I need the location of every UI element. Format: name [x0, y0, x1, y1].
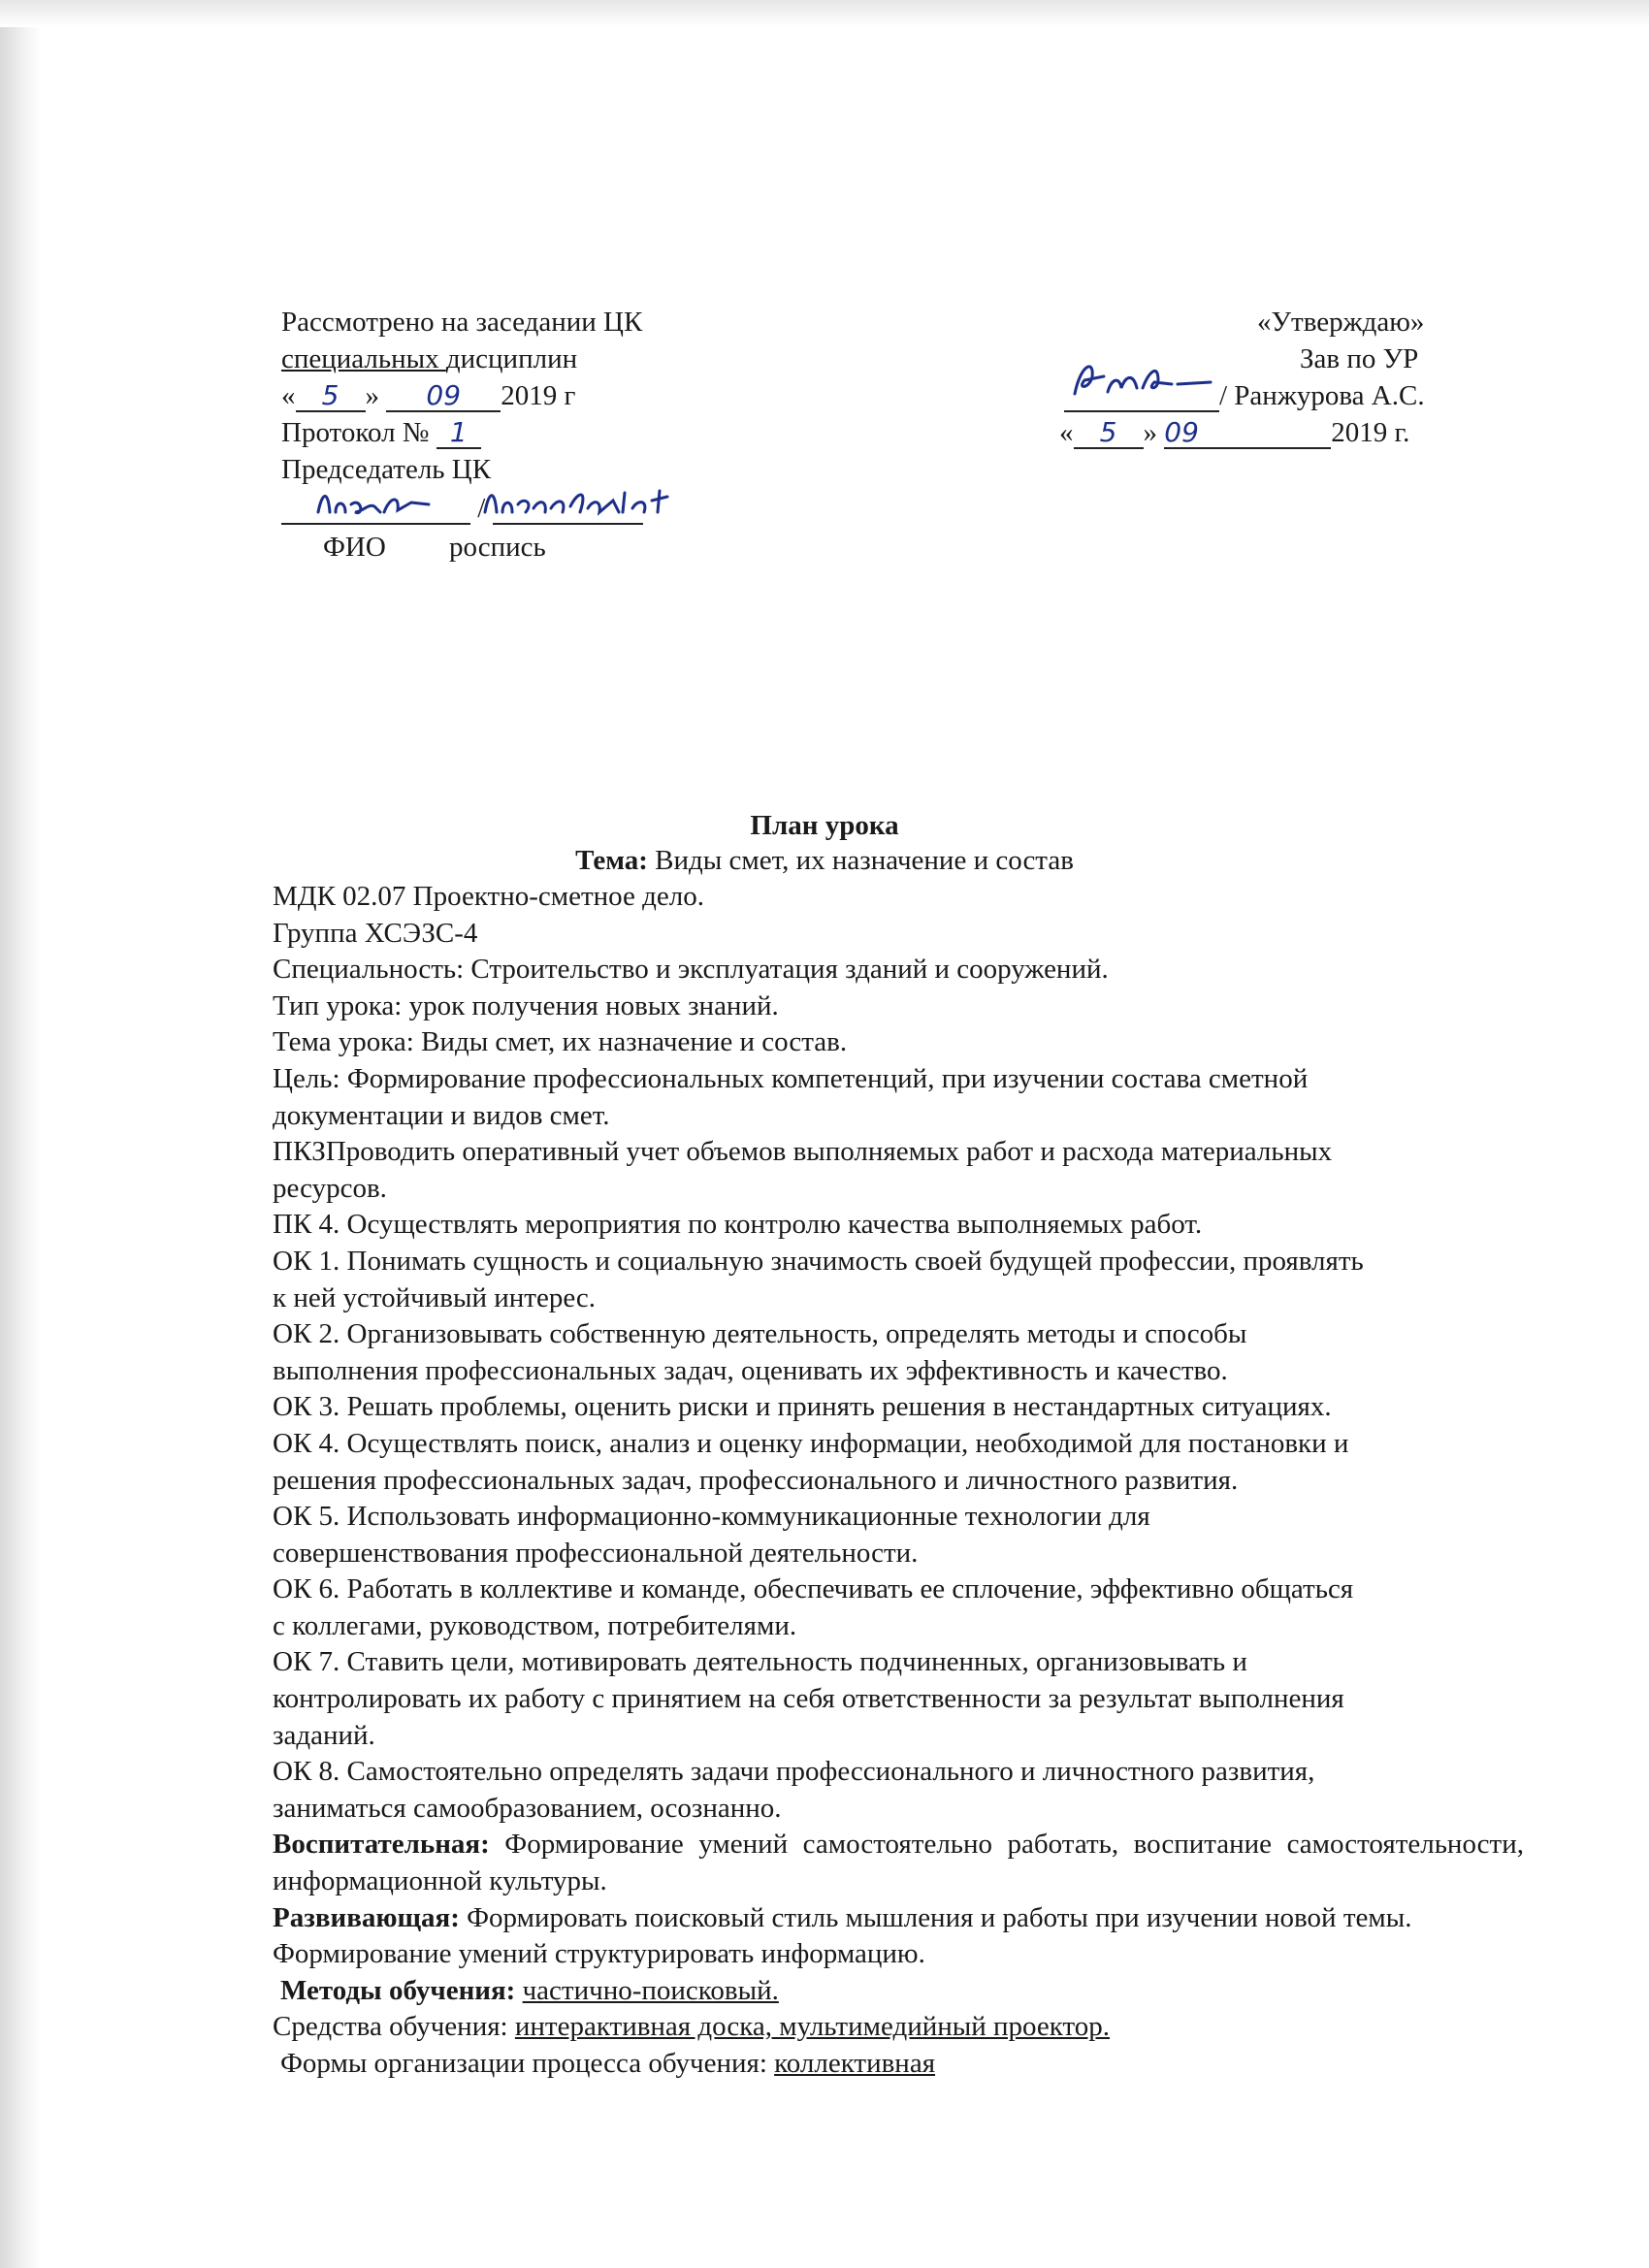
forms-label: Формы организации процесса обучения:	[280, 2048, 775, 2079]
forms-line	[273, 2046, 1524, 2083]
plan-line: заниматься самообразованием, осознанно.	[273, 1792, 782, 1824]
scan-shadow-top	[0, 0, 1649, 27]
chairman-signature-handwriting	[477, 479, 710, 526]
methods-value: частично-поисковый.	[522, 1974, 779, 2006]
chairman-line: Председатель ЦК	[281, 454, 492, 485]
plan-line: ОК 7. Ставить цели, мотивировать деятельность подчиненных, организовывать и	[273, 1646, 1247, 1678]
methods-line	[273, 1973, 1524, 2010]
protocol-number: 1	[436, 418, 481, 449]
plan-line: документации и видов смет.	[273, 1099, 610, 1131]
protocol-label: Протокол №	[281, 417, 430, 448]
plan-line: заданий.	[273, 1719, 375, 1751]
plan-line: к ней устойчивый интерес.	[273, 1281, 597, 1313]
plan-line: ПКЗПроводить оперативный учет объемов выполняемых работ и расхода материальных	[273, 1136, 1333, 1168]
department-rest: дисциплин	[445, 343, 578, 374]
plan-line: Специальность: Строительство и эксплуатация зданий и сооружений.	[273, 954, 1109, 986]
plan-line: выполнения профессиональных задач, оценивать их эффективность и качество.	[273, 1354, 1228, 1386]
sign-caption: роспись	[449, 532, 546, 563]
educational-label: Воспитательная:	[273, 1829, 490, 1861]
plan-line: ОК 8. Самостоятельно определять задачи профессионального и личностного развития,	[273, 1756, 1315, 1788]
forms-value: коллективная	[774, 2048, 936, 2079]
educational-goal	[273, 1827, 1524, 1899]
fio-caption: ФИО	[323, 532, 386, 563]
approver-position: Зав по УР	[1300, 343, 1419, 374]
protocol-line	[281, 414, 481, 451]
plan-line: Тема урока: Виды смет, их назначение и состав.	[273, 1026, 848, 1058]
approve-year: 2019 г.	[1331, 417, 1410, 448]
plan-line: ОК 5. Использовать информационно-коммуникационные технологии для	[273, 1501, 1150, 1533]
quote-close: »	[365, 380, 379, 411]
review-year: 2019 г	[501, 380, 576, 411]
slash: /	[477, 493, 486, 524]
educational-text: Формирование умений самостоятельно работать, воспитание самостоятельности, информационной культуры.	[273, 1829, 1524, 1897]
plan-line: ПК 4. Осуществлять мероприятия по контролю качества выполняемых работ.	[273, 1209, 1203, 1241]
review-date	[281, 377, 575, 414]
topic-label: Тема:	[575, 845, 648, 876]
plan-line: ОК 2. Организовывать собственную деятельность, определять методы и способы	[273, 1318, 1247, 1350]
review-month: 09	[386, 381, 501, 412]
approver-signature-handwriting	[1065, 355, 1220, 405]
approve-label: «Утверждаю»	[1257, 307, 1425, 338]
developing-goal	[273, 1900, 1524, 1973]
department-line	[281, 340, 577, 377]
approve-month: 09	[1164, 418, 1331, 449]
plan-topic	[0, 842, 1649, 879]
quote-close: »	[1143, 417, 1157, 448]
plan-line: ОК 6. Работать в коллективе и команде, обеспечивать ее сплочение, эффективно общаться	[273, 1573, 1354, 1605]
developing-text: Формировать поисковый стиль мышления и работы при изучении новой темы. Формирование умений структурировать информацию.	[273, 1901, 1412, 1970]
plan-line: решения профессиональных задач, профессионального и личностного развития.	[273, 1464, 1239, 1496]
plan-line: ОК 4. Осуществлять поиск, анализ и оценку информации, необходимой для постановки и	[273, 1427, 1349, 1459]
chairman-fio-handwriting	[312, 483, 448, 526]
plan-line: ресурсов.	[273, 1172, 387, 1204]
approver-name: / Ранжурова А.С.	[1219, 380, 1425, 411]
means-label: Средства обучения:	[273, 2011, 515, 2043]
means-line	[273, 2009, 1524, 2046]
means-value: интерактивная доска, мультимедийный проектор.	[514, 2011, 1111, 2043]
plan-line: МДК 02.07 Проектно-сметное дело.	[273, 881, 704, 912]
plan-line: контролировать их работу с принятием на себя ответственности за результат выполнения	[273, 1683, 1344, 1715]
plan-line: совершенствования профессиональной деятельности.	[273, 1537, 919, 1569]
scan-shadow-left	[0, 0, 41, 2268]
plan-body	[273, 879, 1524, 2083]
approve-date	[1059, 414, 1409, 451]
review-day: 5	[296, 381, 366, 412]
plan-line: ОК 1. Понимать сущность и социальную значимость своей будущей профессии, проявлять	[273, 1245, 1364, 1277]
plan-line: Группа ХСЭЗС-4	[273, 917, 478, 949]
plan-line: с коллегами, руководством, потребителями.	[273, 1609, 797, 1641]
quote-open: «	[281, 380, 296, 411]
topic-text: Виды смет, их назначение и состав	[647, 845, 1074, 876]
methods-label: Методы обучения:	[280, 1974, 516, 2006]
approve-day: 5	[1074, 418, 1144, 449]
plan-title: План урока	[750, 810, 899, 841]
plan-line: Тип урока: урок получения новых знаний.	[273, 989, 779, 1021]
review-line: Рассмотрено на заседании ЦК	[281, 307, 643, 338]
department-underlined: специальных	[281, 343, 446, 374]
developing-label: Развивающая:	[273, 1901, 460, 1933]
quote-open: «	[1059, 417, 1074, 448]
plan-line: ОК 3. Решать проблемы, оценить риски и принять решения в нестандартных ситуациях.	[273, 1391, 1332, 1423]
plan-line: Цель: Формирование профессиональных компетенций, при изучении состава сметной	[273, 1062, 1309, 1094]
